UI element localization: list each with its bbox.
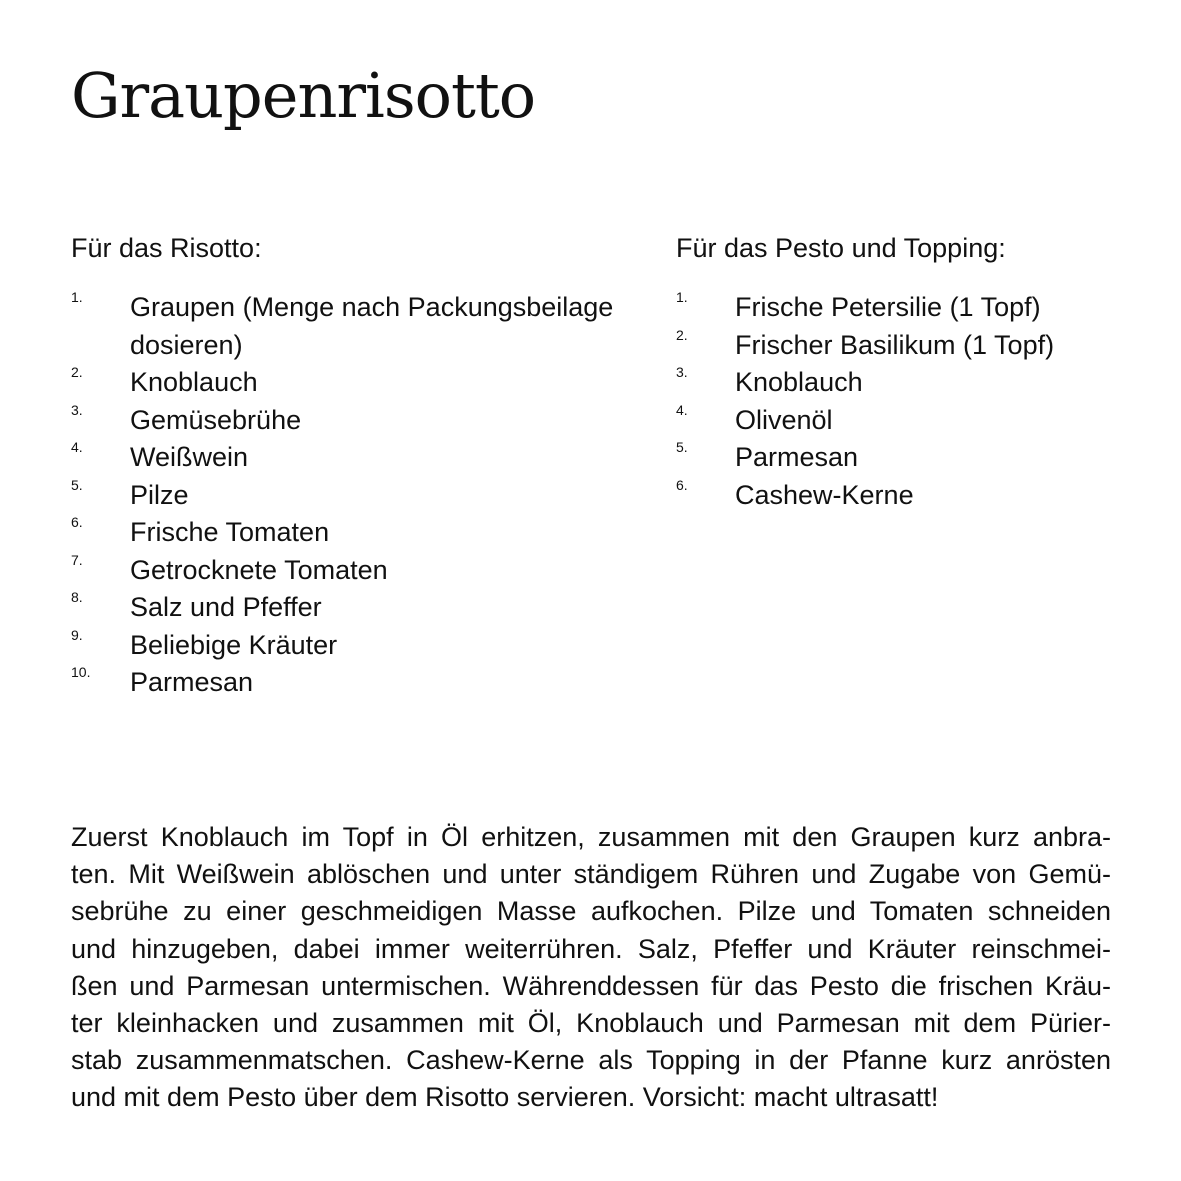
list-item bbox=[71, 552, 631, 590]
list-item-number: 10. bbox=[71, 664, 91, 680]
instruction-line: und hinzugeben, dabei immer weiterrühren. Salz, Pfeffer und Kräuter reinschmei- bbox=[71, 933, 1111, 964]
list-item-number: 2. bbox=[71, 364, 83, 380]
list-item bbox=[676, 402, 1146, 440]
list-item bbox=[676, 477, 1146, 515]
list-item-label: Frische Petersilie (1 Topf) bbox=[735, 292, 1041, 322]
list-item bbox=[71, 439, 631, 477]
instruction-line: ter kleinhacken und zusammen mit Öl, Knoblauch und Parmesan mit dem Pürier- bbox=[71, 1008, 1111, 1039]
list-item bbox=[71, 477, 631, 515]
list-item-label: Knoblauch bbox=[130, 367, 258, 397]
list-item-number: 6. bbox=[71, 514, 83, 530]
list-item-label: Knoblauch bbox=[735, 367, 863, 397]
list-item-label: Cashew-Kerne bbox=[735, 479, 914, 510]
list-item-number: 9. bbox=[71, 626, 83, 643]
risotto-heading: Für das Risotto: bbox=[71, 233, 262, 263]
list-item-label: Frischer Basilikum (1 Topf) bbox=[735, 329, 1055, 360]
instruction-line: und mit dem Pesto über dem Risotto servieren. Vorsicht: macht ultrasatt! bbox=[71, 1082, 939, 1113]
list-item-label: Pilze bbox=[130, 479, 189, 510]
list-item-number: 5. bbox=[676, 439, 688, 455]
list-item-label: Parmesan bbox=[130, 667, 254, 697]
list-item bbox=[676, 439, 1146, 477]
instruction-line: ten. Mit Weißwein ablöschen und unter ständigem Rühren und Zugabe von Gemü- bbox=[71, 859, 1111, 890]
instruction-line: stab zusammenmatschen. Cashew-Kerne als Topping in der Pfanne kurz anrösten bbox=[71, 1045, 1111, 1076]
list-item-label: Olivenöl bbox=[735, 404, 833, 435]
instruction-line: ßen und Parmesan untermischen. Währenddessen für das Pesto die frischen Kräu- bbox=[71, 970, 1111, 1001]
list-item-label: Frische Tomaten bbox=[130, 517, 330, 547]
list-item bbox=[676, 364, 1146, 402]
list-item-number: 3. bbox=[71, 401, 83, 418]
list-item-number: 5. bbox=[71, 476, 83, 493]
pesto-heading: Für das Pesto und Topping: bbox=[676, 233, 1006, 263]
list-item bbox=[71, 514, 631, 552]
list-item-label: Beliebige Kräuter bbox=[130, 629, 338, 660]
list-item bbox=[71, 664, 631, 702]
list-item-number: 1. bbox=[676, 289, 688, 305]
list-item bbox=[676, 327, 1146, 365]
list-item-label: Gemüsebrühe bbox=[130, 404, 302, 435]
list-item-label: Getrocknete Tomaten bbox=[130, 554, 388, 585]
list-item-number: 4. bbox=[676, 401, 688, 418]
list-item bbox=[71, 289, 631, 364]
list-item-number: 6. bbox=[676, 476, 688, 493]
pesto-ingredients-section bbox=[676, 231, 1146, 514]
instruction-line: Zuerst Knoblauch im Topf in Öl erhitzen, zusammen mit den Graupen kurz anbra- bbox=[71, 822, 1111, 852]
risotto-ingredients-section bbox=[71, 231, 631, 702]
pesto-ingredients-list bbox=[676, 289, 1146, 514]
recipe-title: Graupenrisotto bbox=[71, 59, 536, 132]
list-item bbox=[71, 364, 631, 402]
list-item-number: 1. bbox=[71, 289, 83, 305]
list-item-label: Graupen (Menge nach Packungsbeilage dosieren) bbox=[130, 292, 614, 360]
list-item bbox=[71, 589, 631, 627]
risotto-ingredients-list bbox=[71, 289, 631, 702]
list-item-label: Salz und Pfeffer bbox=[130, 592, 322, 622]
instruction-line: sebrühe zu einer geschmeidigen Masse aufkochen. Pilze und Tomaten schneiden bbox=[71, 896, 1111, 927]
list-item-label: Parmesan bbox=[735, 442, 859, 472]
list-item-number: 7. bbox=[71, 551, 83, 568]
list-item-number: 8. bbox=[71, 589, 83, 605]
list-item bbox=[71, 627, 631, 665]
list-item-label: Weißwein bbox=[130, 442, 249, 472]
list-item-number: 2. bbox=[676, 326, 688, 343]
list-item bbox=[71, 402, 631, 440]
list-item-number: 4. bbox=[71, 439, 83, 455]
recipe-instructions bbox=[71, 819, 1111, 1117]
list-item-number: 3. bbox=[676, 364, 688, 380]
list-item bbox=[676, 289, 1146, 327]
